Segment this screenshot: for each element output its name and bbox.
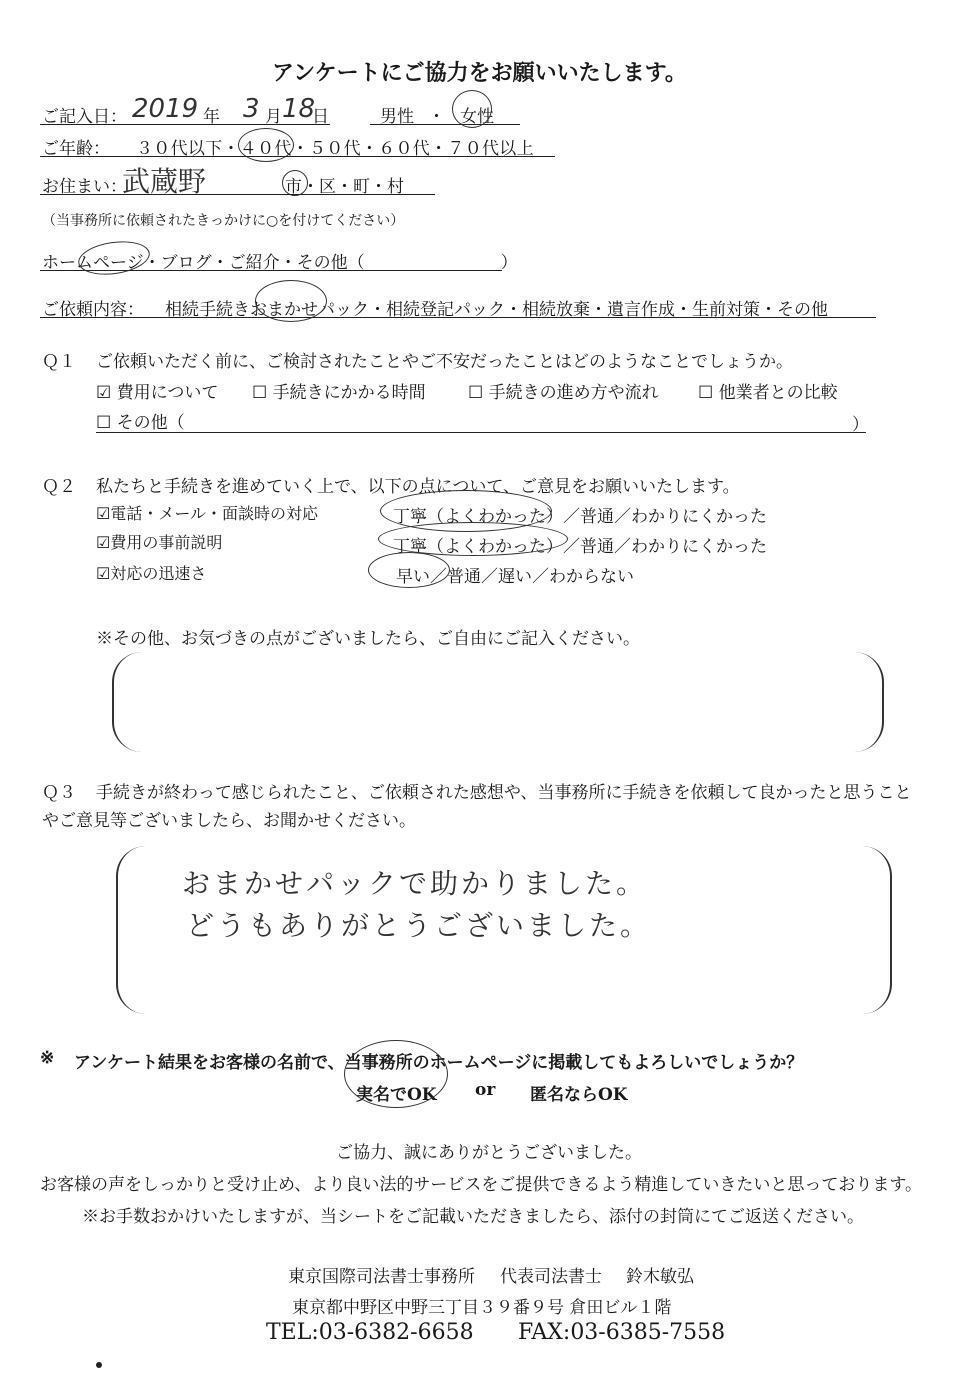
q1-option-other[interactable] — [96, 408, 185, 433]
entry-day-unit: 日 — [312, 107, 329, 127]
selection-circle-polite-2 — [378, 522, 568, 556]
selection-circle-request — [255, 280, 327, 322]
address-label: お住まい： — [42, 177, 127, 197]
office-rep-name: 鈴木敏弘 — [626, 1267, 694, 1287]
q2-item-label: 電話・メール・面談時の対応 — [110, 504, 319, 523]
q3-number: Ｑ３ — [42, 783, 76, 803]
q2-row-fee-options[interactable]: 丁寧（よくわかった）／普通／わかりにくかった — [393, 537, 767, 557]
q3-answer-line2: どうもありがとうございました。 — [186, 909, 652, 942]
office-tel: TEL:03-6382-6658 — [266, 1320, 474, 1345]
entry-year[interactable]: 2019 — [132, 94, 199, 124]
page-title: アンケートにご協力をお願いいたします。 — [272, 60, 687, 86]
gender-separator: ・ — [428, 107, 445, 127]
publish-or: or — [475, 1080, 496, 1100]
checkbox-icon[interactable]: ☐ — [252, 383, 268, 403]
entry-date-label: ご記入日： — [42, 107, 127, 127]
q1-option-time[interactable] — [252, 378, 426, 403]
q1-option-label: 費用について — [116, 383, 219, 403]
selection-circle-city — [282, 170, 308, 196]
trigger-note: （当事務所に依頼されたきっかけに○を付けてください） — [42, 213, 405, 229]
q2-item-label: 対応の迅速さ — [110, 564, 207, 583]
checkbox-checked-icon[interactable]: ☑ — [96, 533, 111, 552]
publish-option-anonymous[interactable]: 匿名ならOK — [530, 1085, 628, 1105]
thanks-line2: お客様の声をしっかりと受け止め、より良い法的サービスをご提供できるよう精進していきたいと思っております。 — [40, 1175, 922, 1195]
stray-dot — [96, 1362, 102, 1368]
checkbox-checked-icon[interactable]: ☑ — [96, 564, 111, 583]
publish-option-real-name[interactable]: 実名でOK — [356, 1085, 437, 1105]
checkbox-icon[interactable]: ☐ — [468, 383, 484, 403]
age-label: ご年齢： — [42, 139, 110, 159]
q1-option-process[interactable] — [468, 378, 659, 403]
address-value[interactable]: 武蔵野 — [122, 165, 207, 198]
office-fax: FAX:03-6385-7558 — [518, 1320, 726, 1345]
selection-circle-fast — [368, 552, 450, 588]
q1-option-label: その他（ — [116, 413, 185, 433]
q2-row-speed[interactable] — [96, 561, 206, 584]
request-label: ご依頼内容： — [42, 300, 144, 320]
q1-option-compare[interactable] — [698, 378, 838, 403]
q1-option-label: 手続きの進め方や流れ — [488, 383, 659, 403]
gender-female[interactable]: 女性 — [460, 107, 494, 127]
q1-option-cost[interactable] — [96, 378, 218, 403]
entry-day[interactable]: 18 — [282, 94, 316, 124]
office-rep-title: 代表司法書士 — [500, 1267, 602, 1287]
q1-question: ご依頼いただく前に、ご検討されたことやご不安だったことはどのようなことでしょうか。 — [96, 352, 793, 372]
q1-number: Ｑ１ — [42, 352, 76, 372]
q2-row-speed-options[interactable]: 早い／普通／遅い／わからない — [396, 567, 634, 587]
q2-question: 私たちと手続きを進めていく上で、以下の点について、ご意見をお願いいたします。 — [96, 477, 740, 497]
checkbox-icon[interactable]: ☐ — [96, 413, 112, 433]
q2-row-contact[interactable] — [96, 501, 318, 524]
q1-other-close: ） — [852, 415, 869, 435]
q3-question-line2: やご意見等ございましたら、お聞かせください。 — [42, 811, 416, 831]
q2-item-label: 費用の事前説明 — [110, 533, 223, 552]
entry-month[interactable]: 3 — [243, 94, 260, 124]
request-options[interactable]: 相続手続きおまかせパック・相続登記パック・相続放棄・遺言作成・生前対策・その他 — [165, 300, 828, 320]
q2-note: ※その他、お気づきの点がございましたら、ご自由にご記入ください。 — [96, 629, 640, 649]
publish-question: アンケート結果をお客様の名前で、当事務所のホームページに掲載してもよろしいでしょうか？ — [74, 1053, 804, 1073]
checkbox-checked-icon[interactable]: ☑ — [96, 504, 111, 523]
office-address: 東京都中野区中野三丁目３９番９号 倉田ビル１階 — [292, 1298, 672, 1318]
q2-row-fee[interactable] — [96, 530, 222, 553]
checkbox-checked-icon[interactable]: ☑ — [96, 383, 112, 403]
q2-row-contact-options[interactable]: 丁寧（よくわかった）／普通／わかりにくかった — [393, 507, 767, 527]
gender-male[interactable]: 男性 — [380, 107, 414, 127]
trigger-options[interactable]: ホームページ・ブログ・ご紹介・その他（ ） — [42, 253, 518, 273]
q1-option-label: 手続きにかかる時間 — [272, 383, 426, 403]
office-name: 東京国際司法書士事務所 — [288, 1267, 475, 1287]
q3-question-line1: 手続きが終わって感じられたこと、ご依頼された感想や、当事務所に手続きを依頼して良かったと思うこと — [96, 783, 912, 803]
q2-free-text-box[interactable] — [112, 652, 884, 752]
selection-circle-female — [452, 90, 492, 128]
q3-answer-line1: おまかせパックで助かりました。 — [182, 867, 648, 900]
q2-number: Ｑ２ — [42, 477, 76, 497]
thanks-line1: ご協力、誠にありがとうございました。 — [336, 1143, 642, 1163]
entry-year-unit: 年 — [203, 107, 220, 127]
publish-mark: ※ — [40, 1048, 55, 1068]
q1-option-label: 他業者との比較 — [718, 383, 838, 403]
selection-circle-real-name — [344, 1040, 448, 1108]
age-options[interactable]: ３０代以下・４０代・５０代・６０代・７０代以上 — [136, 139, 534, 159]
address-units[interactable]: 市・区・町・村 — [285, 177, 404, 197]
entry-month-unit: 月 — [265, 107, 282, 127]
thanks-line3: ※お手数おかけいたしますが、当シートをご記載いただきましたら、添付の封筒にてご返送ください。 — [82, 1207, 864, 1227]
checkbox-icon[interactable]: ☐ — [698, 383, 714, 403]
